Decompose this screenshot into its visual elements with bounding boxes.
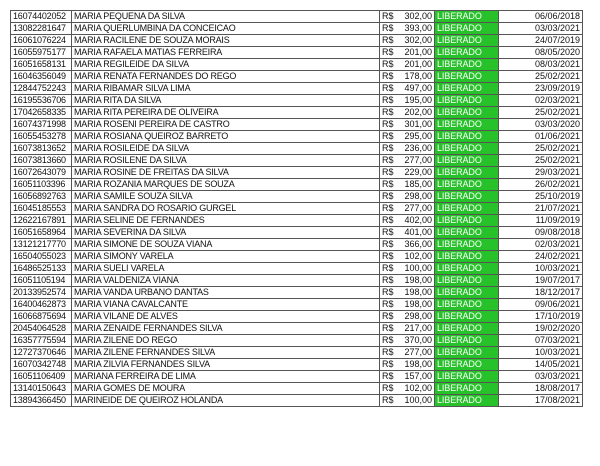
date-cell: 02/03/2021 xyxy=(499,95,583,107)
value-cell: 198,00 xyxy=(398,299,435,311)
table-row xyxy=(11,323,583,335)
name-cell: MARIA VANDA URBANO DANTAS xyxy=(72,287,380,299)
name-cell: MARIA RIBAMAR SILVA LIMA xyxy=(72,83,380,95)
table-row xyxy=(11,251,583,263)
id-cell: 16051103396 xyxy=(11,179,72,191)
status-badge: LIBERADO xyxy=(435,35,499,47)
date-cell: 19/02/2020 xyxy=(499,323,583,335)
id-cell: 16051106409 xyxy=(11,371,72,383)
date-cell: 17/10/2019 xyxy=(499,311,583,323)
status-badge: LIBERADO xyxy=(435,395,499,407)
value-cell: 298,00 xyxy=(398,191,435,203)
value-cell: 401,00 xyxy=(398,227,435,239)
status-badge: LIBERADO xyxy=(435,323,499,335)
status-badge: LIBERADO xyxy=(435,251,499,263)
table-row xyxy=(11,167,583,179)
id-cell: 16055975177 xyxy=(11,47,72,59)
name-cell: MARINEIDE DE QUEIROZ HOLANDA xyxy=(72,395,380,407)
currency-cell: R$ xyxy=(380,203,398,215)
date-cell: 03/03/2021 xyxy=(499,23,583,35)
value-cell: 370,00 xyxy=(398,335,435,347)
status-badge: LIBERADO xyxy=(435,311,499,323)
value-cell: 277,00 xyxy=(398,203,435,215)
currency-cell: R$ xyxy=(380,179,398,191)
table-row xyxy=(11,215,583,227)
currency-cell: R$ xyxy=(380,323,398,335)
value-cell: 198,00 xyxy=(398,287,435,299)
date-cell: 18/12/2017 xyxy=(499,287,583,299)
date-cell: 11/09/2019 xyxy=(499,215,583,227)
value-cell: 102,00 xyxy=(398,251,435,263)
currency-cell: R$ xyxy=(380,143,398,155)
id-cell: 16486525133 xyxy=(11,263,72,275)
currency-cell: R$ xyxy=(380,275,398,287)
id-cell: 16051658131 xyxy=(11,59,72,71)
date-cell: 24/07/2019 xyxy=(499,35,583,47)
currency-cell: R$ xyxy=(380,119,398,131)
name-cell: MARIA RENATA FERNANDES DO REGO xyxy=(72,71,380,83)
status-badge: LIBERADO xyxy=(435,347,499,359)
table-row xyxy=(11,203,583,215)
id-cell: 13121217770 xyxy=(11,239,72,251)
date-cell: 09/06/2021 xyxy=(499,299,583,311)
status-badge: LIBERADO xyxy=(435,215,499,227)
id-cell: 12844752243 xyxy=(11,83,72,95)
name-cell: MARIA RAFAELA MATIAS FERREIRA xyxy=(72,47,380,59)
status-badge: LIBERADO xyxy=(435,167,499,179)
date-cell: 19/07/2017 xyxy=(499,275,583,287)
beneficiary-table xyxy=(10,10,583,407)
status-badge: LIBERADO xyxy=(435,143,499,155)
date-cell: 09/08/2018 xyxy=(499,227,583,239)
table-row xyxy=(11,239,583,251)
id-cell: 13082281647 xyxy=(11,23,72,35)
name-cell: MARIA ZILENE FERNANDES SILVA xyxy=(72,347,380,359)
id-cell: 12727370646 xyxy=(11,347,72,359)
currency-cell: R$ xyxy=(380,107,398,119)
id-cell: 17042658335 xyxy=(11,107,72,119)
name-cell: MARIA ZILENE DO REGO xyxy=(72,335,380,347)
status-badge: LIBERADO xyxy=(435,371,499,383)
id-cell: 16074402052 xyxy=(11,11,72,23)
date-cell: 10/03/2021 xyxy=(499,347,583,359)
name-cell: MARIA SIMONY VARELA xyxy=(72,251,380,263)
date-cell: 21/07/2021 xyxy=(499,203,583,215)
table-row xyxy=(11,311,583,323)
value-cell: 277,00 xyxy=(398,347,435,359)
id-cell: 16051105194 xyxy=(11,275,72,287)
status-badge: LIBERADO xyxy=(435,359,499,371)
id-cell: 16056892763 xyxy=(11,191,72,203)
table-row xyxy=(11,95,583,107)
value-cell: 302,00 xyxy=(398,35,435,47)
name-cell: MARIA SAMILE SOUZA SILVA xyxy=(72,191,380,203)
value-cell: 277,00 xyxy=(398,155,435,167)
id-cell: 16073813660 xyxy=(11,155,72,167)
name-cell: MARIA ROSILEIDE DA SILVA xyxy=(72,143,380,155)
table-row xyxy=(11,11,583,23)
currency-cell: R$ xyxy=(380,83,398,95)
currency-cell: R$ xyxy=(380,287,398,299)
name-cell: MARIA ROSENI PEREIRA DE CASTRO xyxy=(72,119,380,131)
value-cell: 236,00 xyxy=(398,143,435,155)
status-badge: LIBERADO xyxy=(435,179,499,191)
date-cell: 17/08/2021 xyxy=(499,395,583,407)
value-cell: 102,00 xyxy=(398,383,435,395)
date-cell: 25/02/2021 xyxy=(499,143,583,155)
value-cell: 195,00 xyxy=(398,95,435,107)
value-cell: 202,00 xyxy=(398,107,435,119)
status-badge: LIBERADO xyxy=(435,107,499,119)
status-badge: LIBERADO xyxy=(435,23,499,35)
currency-cell: R$ xyxy=(380,59,398,71)
status-badge: LIBERADO xyxy=(435,287,499,299)
value-cell: 100,00 xyxy=(398,395,435,407)
id-cell: 13894366450 xyxy=(11,395,72,407)
id-cell: 16074371998 xyxy=(11,119,72,131)
date-cell: 29/03/2021 xyxy=(499,167,583,179)
date-cell: 25/02/2021 xyxy=(499,71,583,83)
status-badge: LIBERADO xyxy=(435,227,499,239)
currency-cell: R$ xyxy=(380,71,398,83)
name-cell: MARIA ROSILENE DA SILVA xyxy=(72,155,380,167)
currency-cell: R$ xyxy=(380,311,398,323)
currency-cell: R$ xyxy=(380,251,398,263)
name-cell: MARIA VALDENIZA VIANA xyxy=(72,275,380,287)
name-cell: MARIA ROZANIA MARQUES DE SOUZA xyxy=(72,179,380,191)
id-cell: 13140150643 xyxy=(11,383,72,395)
table-row xyxy=(11,71,583,83)
value-cell: 393,00 xyxy=(398,23,435,35)
status-badge: LIBERADO xyxy=(435,299,499,311)
date-cell: 02/03/2021 xyxy=(499,239,583,251)
id-cell: 20133952574 xyxy=(11,287,72,299)
table-row xyxy=(11,119,583,131)
status-badge: LIBERADO xyxy=(435,239,499,251)
date-cell: 03/03/2020 xyxy=(499,119,583,131)
id-cell: 16195536706 xyxy=(11,95,72,107)
table-row xyxy=(11,155,583,167)
name-cell: MARIA RITA PEREIRA DE OLIVEIRA xyxy=(72,107,380,119)
name-cell: MARIA ROSIANA QUEIROZ BARRETO xyxy=(72,131,380,143)
date-cell: 01/06/2021 xyxy=(499,131,583,143)
date-cell: 25/10/2019 xyxy=(499,191,583,203)
currency-cell: R$ xyxy=(380,383,398,395)
status-badge: LIBERADO xyxy=(435,95,499,107)
currency-cell: R$ xyxy=(380,371,398,383)
id-cell: 16046356049 xyxy=(11,71,72,83)
value-cell: 185,00 xyxy=(398,179,435,191)
status-badge: LIBERADO xyxy=(435,119,499,131)
id-cell: 16066875694 xyxy=(11,311,72,323)
status-badge: LIBERADO xyxy=(435,83,499,95)
id-cell: 16504055023 xyxy=(11,251,72,263)
table-row xyxy=(11,299,583,311)
date-cell: 08/03/2021 xyxy=(499,59,583,71)
value-cell: 229,00 xyxy=(398,167,435,179)
value-cell: 201,00 xyxy=(398,47,435,59)
value-cell: 497,00 xyxy=(398,83,435,95)
table-row xyxy=(11,287,583,299)
status-badge: LIBERADO xyxy=(435,11,499,23)
table-row xyxy=(11,347,583,359)
table-row xyxy=(11,335,583,347)
value-cell: 178,00 xyxy=(398,71,435,83)
date-cell: 24/02/2021 xyxy=(499,251,583,263)
value-cell: 302,00 xyxy=(398,11,435,23)
status-badge: LIBERADO xyxy=(435,71,499,83)
value-cell: 402,00 xyxy=(398,215,435,227)
table-row xyxy=(11,131,583,143)
date-cell: 06/06/2018 xyxy=(499,11,583,23)
name-cell: MARIA SUELI VARELA xyxy=(72,263,380,275)
id-cell: 12622167891 xyxy=(11,215,72,227)
status-badge: LIBERADO xyxy=(435,59,499,71)
name-cell: MARIA VILANE DE ALVES xyxy=(72,311,380,323)
table-row xyxy=(11,107,583,119)
currency-cell: R$ xyxy=(380,335,398,347)
currency-cell: R$ xyxy=(380,191,398,203)
currency-cell: R$ xyxy=(380,347,398,359)
id-cell: 16051658964 xyxy=(11,227,72,239)
currency-cell: R$ xyxy=(380,215,398,227)
date-cell: 08/05/2020 xyxy=(499,47,583,59)
name-cell: MARIANA FERREIRA DE LIMA xyxy=(72,371,380,383)
status-badge: LIBERADO xyxy=(435,203,499,215)
id-cell: 16400462873 xyxy=(11,299,72,311)
table-body xyxy=(11,11,583,407)
currency-cell: R$ xyxy=(380,95,398,107)
name-cell: MARIA QUERLUMBINA DA CONCEICAO xyxy=(72,23,380,35)
name-cell: MARIA REGILEIDE DA SILVA xyxy=(72,59,380,71)
name-cell: MARIA VIANA CAVALCANTE xyxy=(72,299,380,311)
date-cell: 14/05/2021 xyxy=(499,359,583,371)
value-cell: 366,00 xyxy=(398,239,435,251)
table-row xyxy=(11,275,583,287)
table-row xyxy=(11,143,583,155)
status-badge: LIBERADO xyxy=(435,155,499,167)
status-badge: LIBERADO xyxy=(435,191,499,203)
currency-cell: R$ xyxy=(380,47,398,59)
value-cell: 157,00 xyxy=(398,371,435,383)
id-cell: 16073813652 xyxy=(11,143,72,155)
currency-cell: R$ xyxy=(380,155,398,167)
table-row xyxy=(11,263,583,275)
table-row xyxy=(11,59,583,71)
date-cell: 25/02/2021 xyxy=(499,155,583,167)
status-badge: LIBERADO xyxy=(435,275,499,287)
table-row xyxy=(11,191,583,203)
currency-cell: R$ xyxy=(380,359,398,371)
table-row xyxy=(11,395,583,407)
value-cell: 201,00 xyxy=(398,59,435,71)
id-cell: 16055453278 xyxy=(11,131,72,143)
date-cell: 18/08/2017 xyxy=(499,383,583,395)
date-cell: 25/02/2021 xyxy=(499,107,583,119)
table-row xyxy=(11,35,583,47)
value-cell: 198,00 xyxy=(398,275,435,287)
id-cell: 16072643079 xyxy=(11,167,72,179)
table-row xyxy=(11,227,583,239)
status-badge: LIBERADO xyxy=(435,263,499,275)
name-cell: MARIA ZILVIA FERNANDES SILVA xyxy=(72,359,380,371)
id-cell: 16357775594 xyxy=(11,335,72,347)
currency-cell: R$ xyxy=(380,299,398,311)
date-cell: 26/02/2021 xyxy=(499,179,583,191)
value-cell: 100,00 xyxy=(398,263,435,275)
name-cell: MARIA SELINE DE FERNANDES xyxy=(72,215,380,227)
table-row xyxy=(11,23,583,35)
currency-cell: R$ xyxy=(380,35,398,47)
currency-cell: R$ xyxy=(380,263,398,275)
status-badge: LIBERADO xyxy=(435,131,499,143)
status-badge: LIBERADO xyxy=(435,383,499,395)
name-cell: MARIA SANDRA DO ROSARIO GURGEL xyxy=(72,203,380,215)
id-cell: 16070342748 xyxy=(11,359,72,371)
currency-cell: R$ xyxy=(380,131,398,143)
name-cell: MARIA GOMES DE MOURA xyxy=(72,383,380,395)
date-cell: 23/09/2019 xyxy=(499,83,583,95)
value-cell: 301,00 xyxy=(398,119,435,131)
value-cell: 295,00 xyxy=(398,131,435,143)
name-cell: MARIA RACILENE DE SOUZA MORAIS xyxy=(72,35,380,47)
table-row xyxy=(11,371,583,383)
value-cell: 298,00 xyxy=(398,311,435,323)
table-row xyxy=(11,383,583,395)
name-cell: MARIA SIMONE DE SOUZA VIANA xyxy=(72,239,380,251)
name-cell: MARIA ROSINE DE FREITAS DA SILVA xyxy=(72,167,380,179)
currency-cell: R$ xyxy=(380,11,398,23)
table-row xyxy=(11,83,583,95)
id-cell: 16061076224 xyxy=(11,35,72,47)
status-badge: LIBERADO xyxy=(435,47,499,59)
status-badge: LIBERADO xyxy=(435,335,499,347)
table-row xyxy=(11,179,583,191)
date-cell: 10/03/2021 xyxy=(499,263,583,275)
name-cell: MARIA RITA DA SILVA xyxy=(72,95,380,107)
id-cell: 20454064528 xyxy=(11,323,72,335)
value-cell: 198,00 xyxy=(398,359,435,371)
name-cell: MARIA SEVERINA DA SILVA xyxy=(72,227,380,239)
table-row xyxy=(11,47,583,59)
date-cell: 03/03/2021 xyxy=(499,371,583,383)
id-cell: 16045185553 xyxy=(11,203,72,215)
name-cell: MARIA ZENAIDE FERNANDES SILVA xyxy=(72,323,380,335)
name-cell: MARIA PEQUENA DA SILVA xyxy=(72,11,380,23)
currency-cell: R$ xyxy=(380,167,398,179)
date-cell: 07/03/2021 xyxy=(499,335,583,347)
currency-cell: R$ xyxy=(380,227,398,239)
currency-cell: R$ xyxy=(380,23,398,35)
table-row xyxy=(11,359,583,371)
currency-cell: R$ xyxy=(380,239,398,251)
currency-cell: R$ xyxy=(380,395,398,407)
value-cell: 217,00 xyxy=(398,323,435,335)
